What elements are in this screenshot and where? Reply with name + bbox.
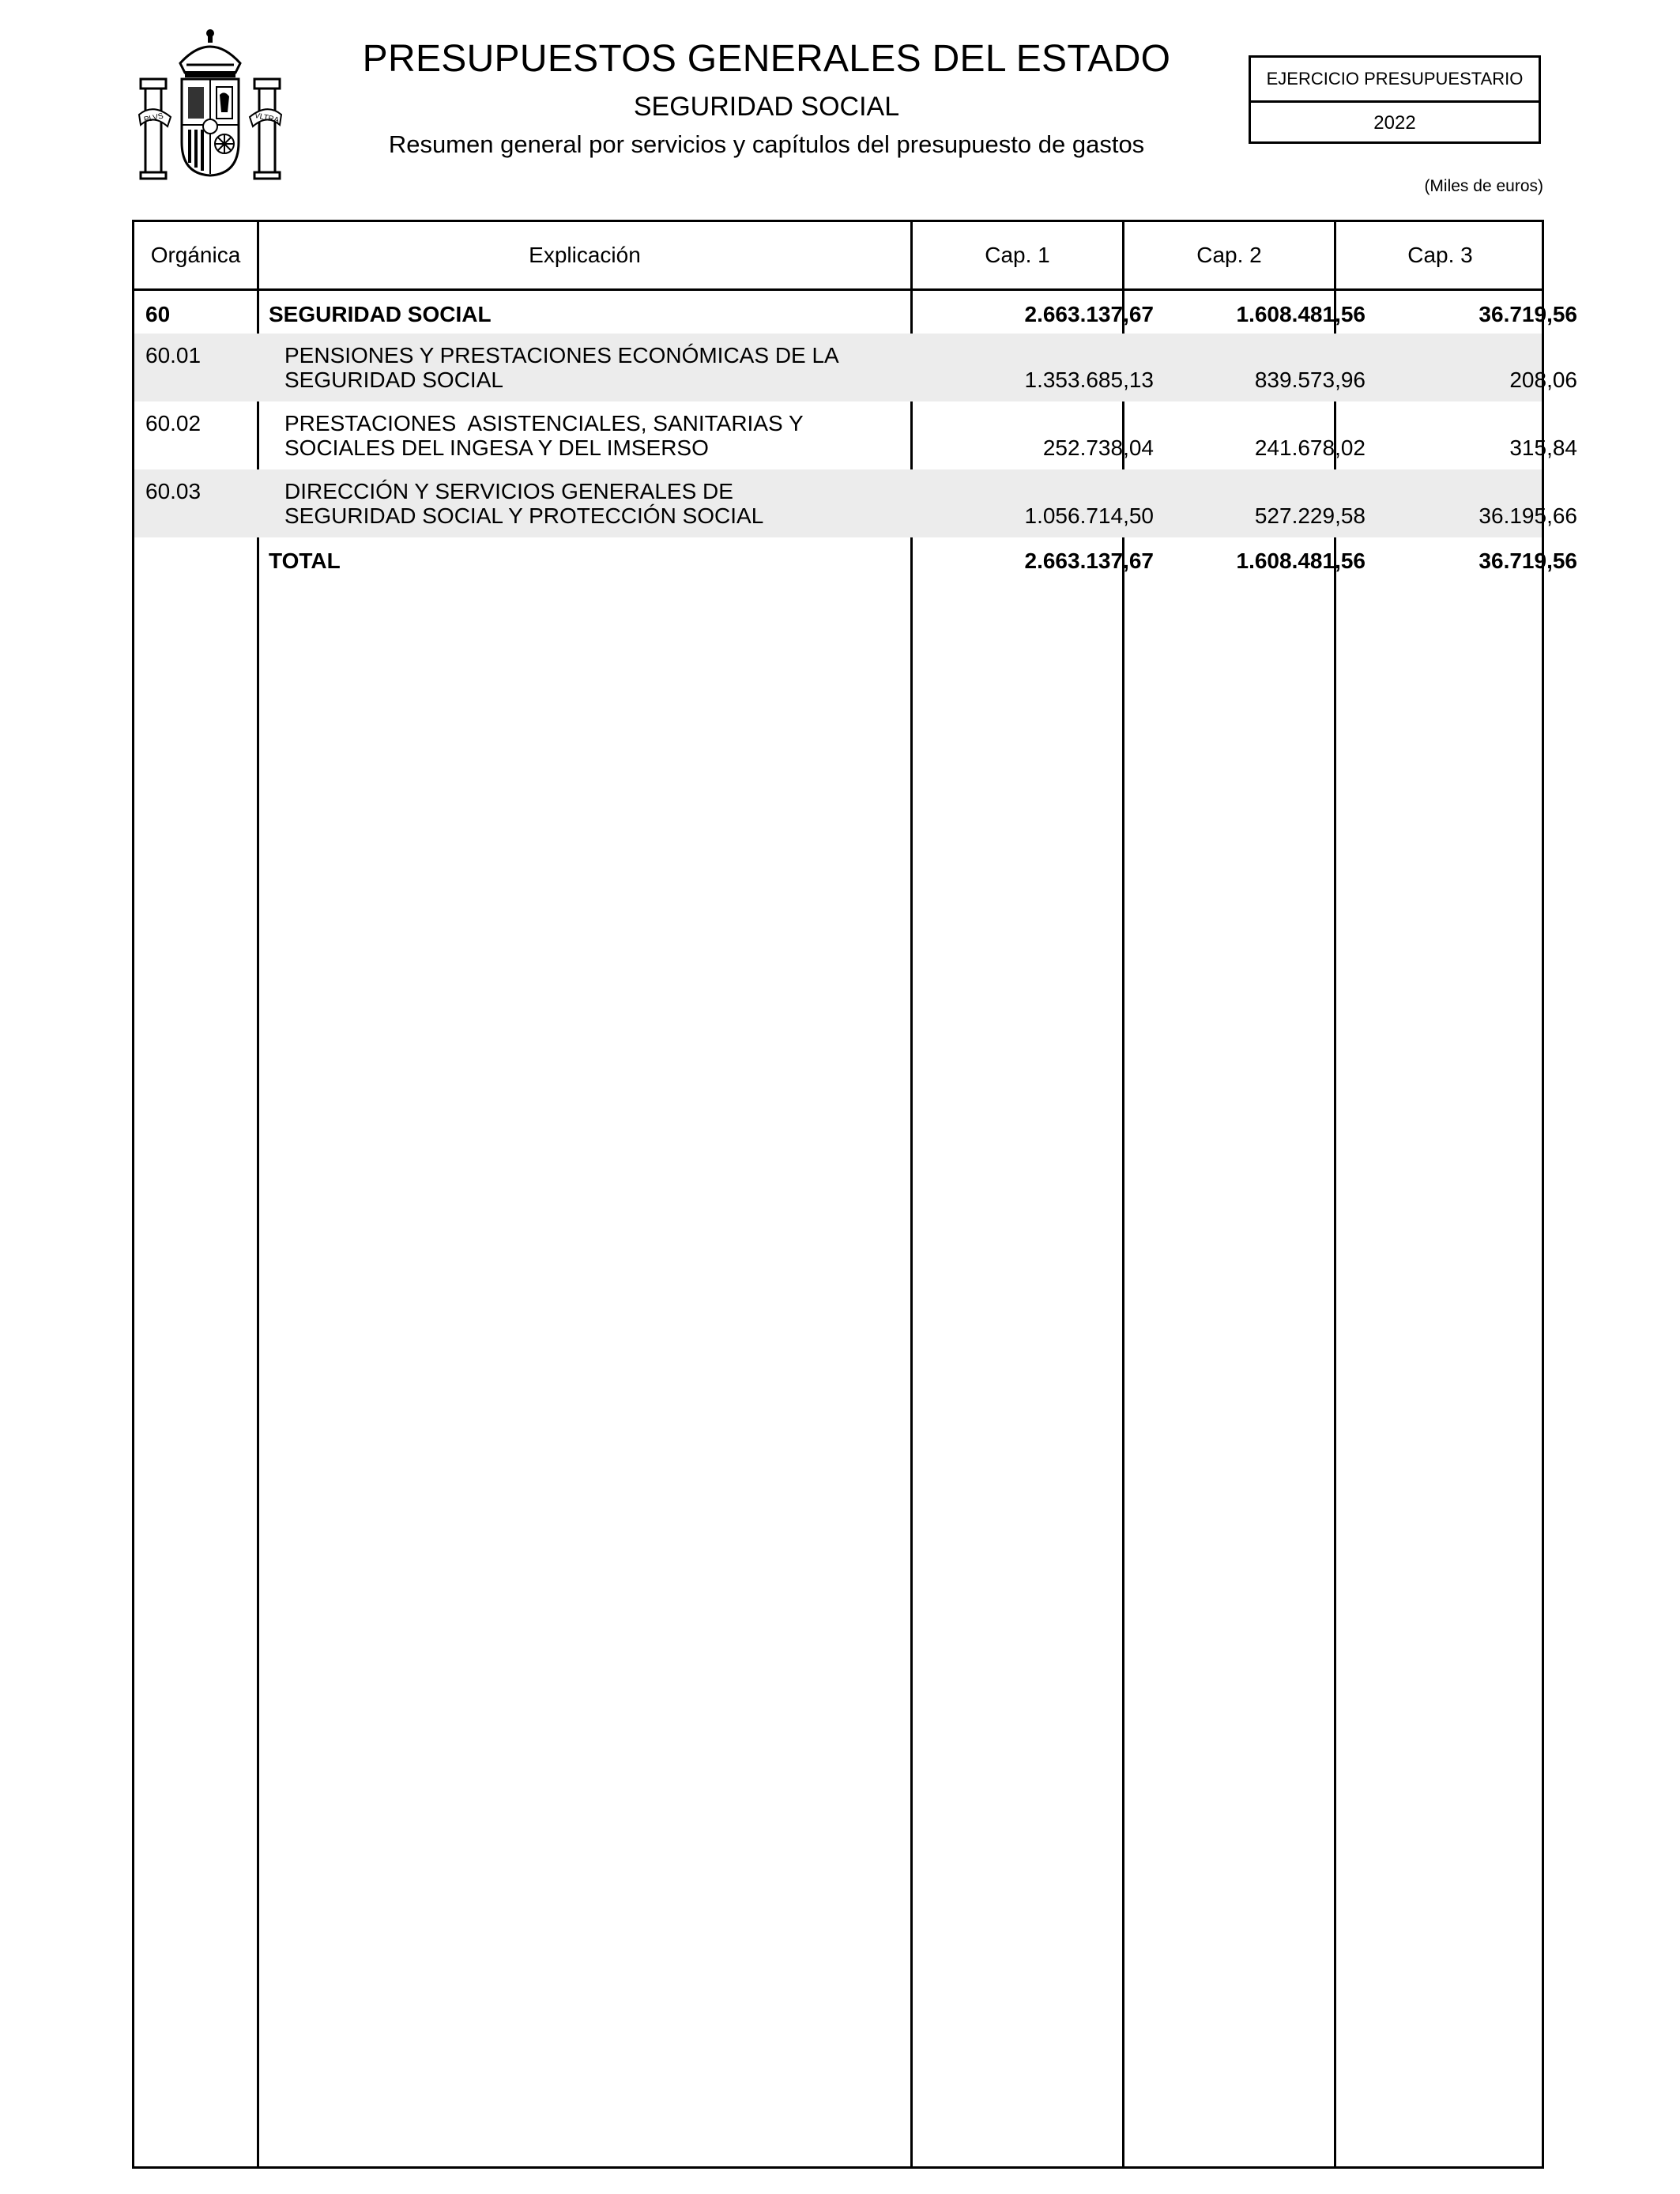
row-explicacion-line: SEGURIDAD SOCIAL — [284, 368, 503, 392]
units-note: (Miles de euros) — [1424, 177, 1543, 195]
row-cap3: 208,06 — [1509, 368, 1577, 392]
total-row — [134, 537, 1577, 580]
row-organica: 60.03 — [145, 479, 202, 503]
row-cap2: 1.608.481,56 — [1236, 302, 1365, 326]
table-row — [134, 469, 1577, 537]
total-cap1: 2.663.137,67 — [1024, 548, 1154, 573]
row-explicacion: SEGURIDAD SOCIAL — [269, 302, 492, 326]
row-cap2: 839.573,96 — [1254, 368, 1365, 392]
total-cap2: 1.608.481,56 — [1236, 548, 1365, 573]
row-explicacion — [284, 343, 839, 392]
column-header-cap3: Cap. 3 — [1407, 243, 1473, 267]
total-cap3: 36.719,56 — [1478, 548, 1577, 573]
page-title: PRESUPUESTOS GENERALES DEL ESTADO — [362, 38, 1171, 80]
table-row — [134, 334, 1577, 401]
exercise-box — [1249, 55, 1541, 144]
column-header-organica: Orgánica — [150, 243, 241, 267]
motto-ultra: VLTRA — [253, 111, 281, 126]
motto-plus: PLVS — [143, 111, 164, 125]
column-header-cap1: Cap. 1 — [985, 243, 1050, 267]
row-explicacion-line: PENSIONES Y PRESTACIONES ECONÓMICAS DE LA — [284, 343, 839, 368]
row-cap3: 36.719,56 — [1478, 302, 1577, 326]
budget-table — [132, 220, 1577, 2169]
row-cap2: 527.229,58 — [1254, 503, 1365, 528]
table-row — [134, 291, 1577, 334]
column-header-cap2: Cap. 2 — [1196, 243, 1262, 267]
row-cap1: 2.663.137,67 — [1024, 302, 1154, 326]
row-cap1: 252.738,04 — [1042, 435, 1154, 460]
table-row — [134, 401, 1577, 469]
page-subtitle: SEGURIDAD SOCIAL — [633, 92, 900, 122]
row-cap2: 241.678,02 — [1254, 435, 1365, 460]
row-cap3: 36.195,66 — [1478, 503, 1577, 528]
exercise-label: EJERCICIO PRESUPUESTARIO — [1251, 58, 1539, 103]
row-explicacion — [284, 411, 804, 460]
total-label: TOTAL — [269, 548, 341, 573]
column-header-explicacion: Explicación — [529, 243, 641, 267]
row-organica: 60.01 — [145, 343, 202, 368]
row-organica: 60 — [145, 302, 171, 326]
row-explicacion-line: DIRECCIÓN Y SERVICIOS GENERALES DE — [284, 479, 733, 503]
title-block — [332, 32, 1201, 163]
row-cap1: 1.353.685,13 — [1024, 368, 1154, 392]
row-explicacion-line: SOCIALES DEL INGESA Y DEL IMSERSO — [284, 435, 709, 460]
table-header — [134, 222, 1542, 291]
exercise-year: 2022 — [1373, 112, 1416, 134]
spain-coat-of-arms-icon — [131, 24, 289, 182]
row-explicacion-line: PRESTACIONES ASISTENCIALES, SANITARIAS Y — [284, 411, 804, 435]
row-explicacion-line: SEGURIDAD SOCIAL Y PROTECCIÓN SOCIAL — [284, 503, 764, 528]
row-organica: 60.02 — [145, 411, 202, 435]
page-description: Resumen general por servicios y capítulos del presupuesto de gastos — [388, 130, 1145, 158]
row-cap3: 315,84 — [1509, 435, 1577, 460]
row-explicacion — [284, 479, 763, 528]
row-cap1: 1.056.714,50 — [1024, 503, 1154, 528]
